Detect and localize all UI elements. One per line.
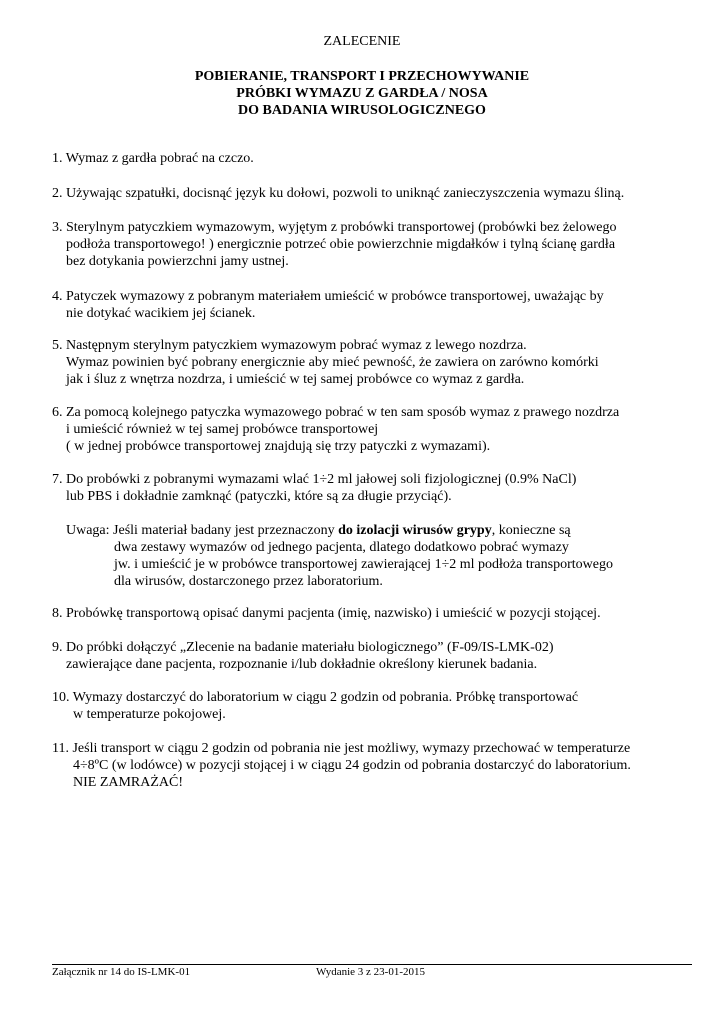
- item-10-line-2: w temperaturze pokojowej.: [73, 707, 226, 722]
- title-line-1: POBIERANIE, TRANSPORT I PRZECHOWYWANIE: [194, 69, 530, 84]
- title-line-3: DO BADANIA WIRUSOLOGICZNEGO: [238, 103, 486, 118]
- footer-edition: Wydanie 3 z 23-01-2015: [316, 966, 426, 978]
- item-3-line-2: podłoża transportowego! ) energicznie potrzeć obie powierzchnie migdałków i tylną ścianę gardła: [66, 237, 616, 252]
- item-9-line-2: zawierające dane pacjenta, rozpoznanie i/lub dokładnie określony kierunek badania.: [66, 657, 538, 672]
- note-line-2: dwa zestawy wymazów od jednego pacjenta, dlatego dodatkowo pobrać wymazy: [114, 540, 569, 555]
- footer-attachment-ref: Załącznik nr 14 do IS-LMK-01: [52, 966, 191, 978]
- item-5-line-2: Wymaz powinien być pobrany energicznie aby mieć pewność, że zawiera on zarówno komórki: [66, 355, 599, 370]
- item-9-line-1: 9. Do próbki dołączyć „Zlecenie na badanie materiału biologicznego” (F-09/IS-LMK-02): [52, 640, 554, 655]
- note-emphasis: do izolacji wirusów grypy: [338, 523, 492, 538]
- item-6-line-2: i umieścić również w tej samej probówce transportowej: [66, 422, 379, 437]
- item-2-line-1: 2. Używając szpatułki, docisnąć język ku dołowi, pozwoli to uniknąć zanieczyszczenia wymazu śliną.: [52, 186, 625, 201]
- item-3-line-1: 3. Sterylnym patyczkiem wymazowym, wyjętym z probówki transportowej (probówki bez żelowego: [52, 220, 617, 235]
- note-line-3: jw. i umieścić je w probówce transportowej zawierającej 1÷2 ml podłoża transportowego: [114, 557, 613, 572]
- item-8-line-1: 8. Probówkę transportową opisać danymi pacjenta (imię, nazwisko) i umieścić w pozycji stojącej.: [52, 606, 601, 621]
- item-4-line-2: nie dotykać wacikiem jej ścianek.: [66, 306, 256, 321]
- item-3-line-3: bez dotykania powierzchni jamy ustnej.: [66, 254, 289, 269]
- item-4-line-1: 4. Patyczek wymazowy z pobranym materiałem umieścić w probówce transportowej, uważając by: [52, 289, 604, 304]
- note-line-1: [66, 523, 571, 539]
- item-11-line-3: NIE ZAMRAŻAĆ!: [73, 775, 184, 790]
- item-5-line-1: 5. Następnym sterylnym patyczkiem wymazowym pobrać wymaz z lewego nozdrza.: [52, 338, 527, 353]
- title-line-2: PRÓBKI WYMAZU Z GARDŁA / NOSA: [236, 86, 488, 101]
- item-6-line-3: ( w jednej probówce transportowej znajdują się trzy patyczki z wymazami).: [66, 439, 491, 454]
- note-prefix: Uwaga: Jeśli materiał badany jest przeznaczony: [66, 523, 339, 538]
- document-heading: ZALECENIE: [323, 34, 401, 49]
- item-11-line-1: 11. Jeśli transport w ciągu 2 godzin od pobrania nie jest możliwy, wymazy przechować w temperaturze: [52, 741, 631, 756]
- item-7-line-2: lub PBS i dokładnie zamknąć (patyczki, które są za długie przyciąć).: [66, 489, 452, 504]
- footer-divider: [52, 964, 692, 965]
- note-suffix: , konieczne są: [491, 523, 571, 538]
- item-10-line-1: 10. Wymazy dostarczyć do laboratorium w ciągu 2 godzin od pobrania. Próbkę transportować: [52, 690, 579, 705]
- item-11-line-2: 4÷8ºC (w lodówce) w pozycji stojącej i w ciągu 24 godzin od pobrania dostarczyć do laboratorium.: [73, 758, 631, 773]
- item-5-line-3: jak i śluz z wnętrza nozdrza, i umieścić w tej samej probówce co wymaz z gardła.: [66, 372, 525, 387]
- item-1-line-1: 1. Wymaz z gardła pobrać na czczo.: [52, 151, 254, 166]
- item-6-line-1: 6. Za pomocą kolejnego patyczka wymazowego pobrać w ten sam sposób wymaz z prawego nozdrza: [52, 405, 620, 420]
- item-7-line-1: 7. Do probówki z pobranymi wymazami wlać 1÷2 ml jałowej soli fizjologicznej (0.9% NaCl): [52, 472, 577, 487]
- note-line-4: dla wirusów, dostarczonego przez laboratorium.: [114, 574, 383, 589]
